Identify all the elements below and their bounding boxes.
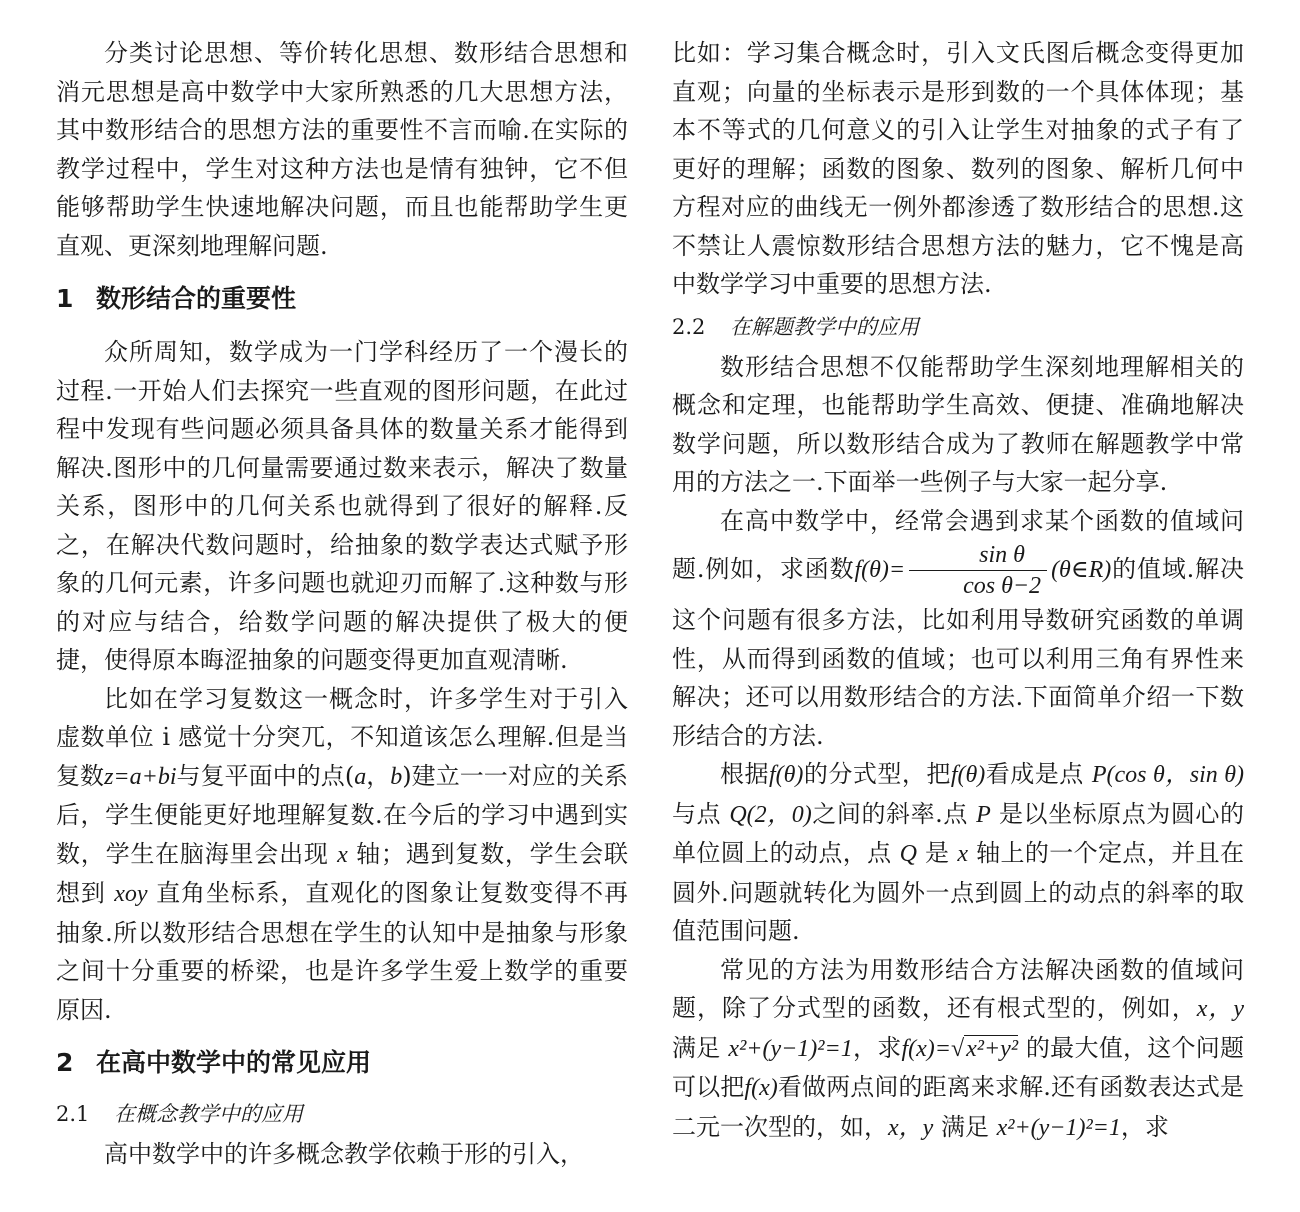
text-run: 满足 [940,1112,989,1141]
math-xy: x，y [888,1114,934,1141]
text-run: 之间的斜率.点 [811,799,968,828]
math-domain: (θ∈R) [1051,557,1112,583]
radical-paragraph [672,951,1244,1148]
section-2-number: 2 [56,1048,74,1077]
math-circle-equation: x²+(y−1)²=1 [996,1114,1121,1141]
math-f-x: f(x) [744,1075,778,1101]
subsection-2-1-heading [56,1097,628,1131]
subsection-2-1-number: 2.1 [56,1102,90,1126]
math-f-theta: f(θ) [768,762,804,788]
text-run: 的值域.解决这个问题有很多方法，比如利用导数研究函数的单调性，从而得到函数的值域；也可以利用三角有界性来解决；还可以用数形结合的方法.下面简单介绍一下数形结合的方法. [672,555,1244,750]
left-column [56,34,628,1174]
section-1-number: 1 [56,284,74,313]
text-run: 常见的方法为用数形结合方法解决函数的值域问题，除了分式型的函数，还有根式型的，例如， [672,955,1244,1022]
text-run: 轴上的一个定点，并且在圆外.问题就转化为圆外一点到圆上的动点的斜率的取值范围问题. [672,839,1245,945]
subsection-2-1-title: 在概念教学中的应用 [114,1102,303,1126]
math-f-theta: f(θ) [950,762,986,788]
section-1-paragraph-1: 众所周知，数学成为一门学科经历了一个漫长的过程.一开始人们去探究一些直观的图形问题，在此过程中发现有些问题必须具备具体的数量关系才能得到解决.图形中的几何量需要通过数来表示，解决了数量关系，图形中的几何关系也就得到了很好的解释.反之，在解决代数问题时，给抽象的数学表达式赋予形象的几何元素，许多问题也就迎刃而解了.这种数与形的对应与结合，给数学问题的解决提供了极大的便捷，使得原本晦涩抽象的问题变得更加直观清晰. [56,338,628,674]
text-run: 直角坐标系，直观化的图象让复数变得不再抽象.所以数形结合思想在学生的认知中是抽象与形象之间十分重要的桥梁，也是许多学生爱上数学的重要原因. [56,879,628,1024]
math-circle-equation: x²+(y−1)²=1 [728,1035,853,1062]
math-xy: x，y [1196,996,1244,1022]
fraction [909,540,1047,601]
math-p: P [976,801,991,828]
section-2-title: 在高中数学中的常见应用 [96,1048,372,1077]
continued-paragraph: 比如：学习集合概念时，引入文氏图后概念变得更加直观；向量的坐标表示是形到数的一个具体体现；基本不等式的几何意义的引入让学生对抽象的式子有了更好的理解；函数的图象、数列的图象、解析几何中方程对应的曲线无一例外都渗透了数形结合的思想.这不禁让人震惊数形结合思想方法的魅力，它不愧是高中数学学习中重要的思想方法. [672,39,1244,298]
math-a: a [354,763,367,790]
math-point-q: Q(2，0) [729,801,812,828]
section-1-paragraph-2 [56,680,628,1030]
text-run: 与复平面中的点( [176,761,355,790]
slope-paragraph [672,755,1244,951]
math-point-p: P(cos θ，sin θ) [1091,762,1245,788]
math-f-theta: f(θ)= [854,557,906,583]
math-xoy: xoy [114,881,148,907]
text-run: 与点 [672,799,722,828]
subsection-2-1-paragraph: 高中数学中的许多概念教学依赖于形的引入， [104,1140,584,1168]
section-2-heading [56,1043,628,1083]
subsection-2-2-title: 在解题教学中的应用 [730,314,919,339]
text-run: )建立一一对应的关系后，学生便能更好地理解复数.在今后的学习中遇到实数，学生在脑海里会出现 [56,761,629,868]
math-f-x: f(x)= [901,1035,951,1062]
text-run: 在高中数学中，经常会遇到求某个函数的值域问题.例如，求函数 [672,506,1244,583]
text-run: 比如在学习复数这一概念时，许多学生对于引入虚数单位 i 感觉十分突兀，不知道该怎么理解.但是当复数 [56,684,628,790]
text-run: ， [366,761,391,790]
fraction-denominator: cos θ−2 [963,573,1042,599]
function-range-paragraph [672,502,1244,756]
text-run: ，求 [852,1033,902,1062]
math-q: Q [899,841,917,867]
subsection-2-2-number: 2.2 [672,314,706,339]
text-run: 满足 [672,1033,721,1062]
subsection-2-2-paragraph-1: 数形结合思想不仅能帮助学生深刻地理解相关的概念和定理，也能帮助学生高效、便捷、准确地解决数学问题，所以数形结合成为了教师在解题教学中常用的方法之一.下面举一些例子与大家一起分享. [672,352,1244,496]
text-run: 轴；遇到复数，学生会联想到 [56,839,628,907]
right-column [672,34,1244,1147]
sqrt-symbol: √ [950,1035,965,1062]
math-x: x [957,841,969,867]
subsection-2-2-heading [672,310,1244,344]
text-run: 的最大值，这个问题可以把 [672,1033,1244,1101]
section-1-heading [56,279,628,319]
text-run: 看做两点间的距离来求解.还有函数表达式是二元一次型的，如， [672,1073,1244,1141]
fraction-numerator: sin θ [909,540,1047,571]
math-sqrt-content: x²+y² [966,1035,1019,1062]
math-x: x [337,841,348,868]
intro-paragraph: 分类讨论思想、等价转化思想、数形结合思想和消元思想是高中数学中大家所熟悉的几大思想方法，其中数形结合的思想方法的重要性不言而喻.在实际的教学过程中，学生对这种方法也是情有独钟，它不但能够帮助学生快速地解决问题，而且也能帮助学生更直观、更深刻地理解问题. [56,39,628,260]
text-run: 根据 [720,760,769,788]
section-1-title: 数形结合的重要性 [96,284,297,313]
text-run: 看成是点 [985,760,1084,788]
math-complex: z=a+bi [104,763,177,790]
math-b: b [390,763,403,790]
text-run: 是 [924,839,950,867]
text-run: 是以坐标原点为圆心的单位圆上的动点，点 [672,799,1244,867]
text-run: ，求 [1120,1112,1169,1141]
text-run: 的分式型，把 [803,760,951,788]
